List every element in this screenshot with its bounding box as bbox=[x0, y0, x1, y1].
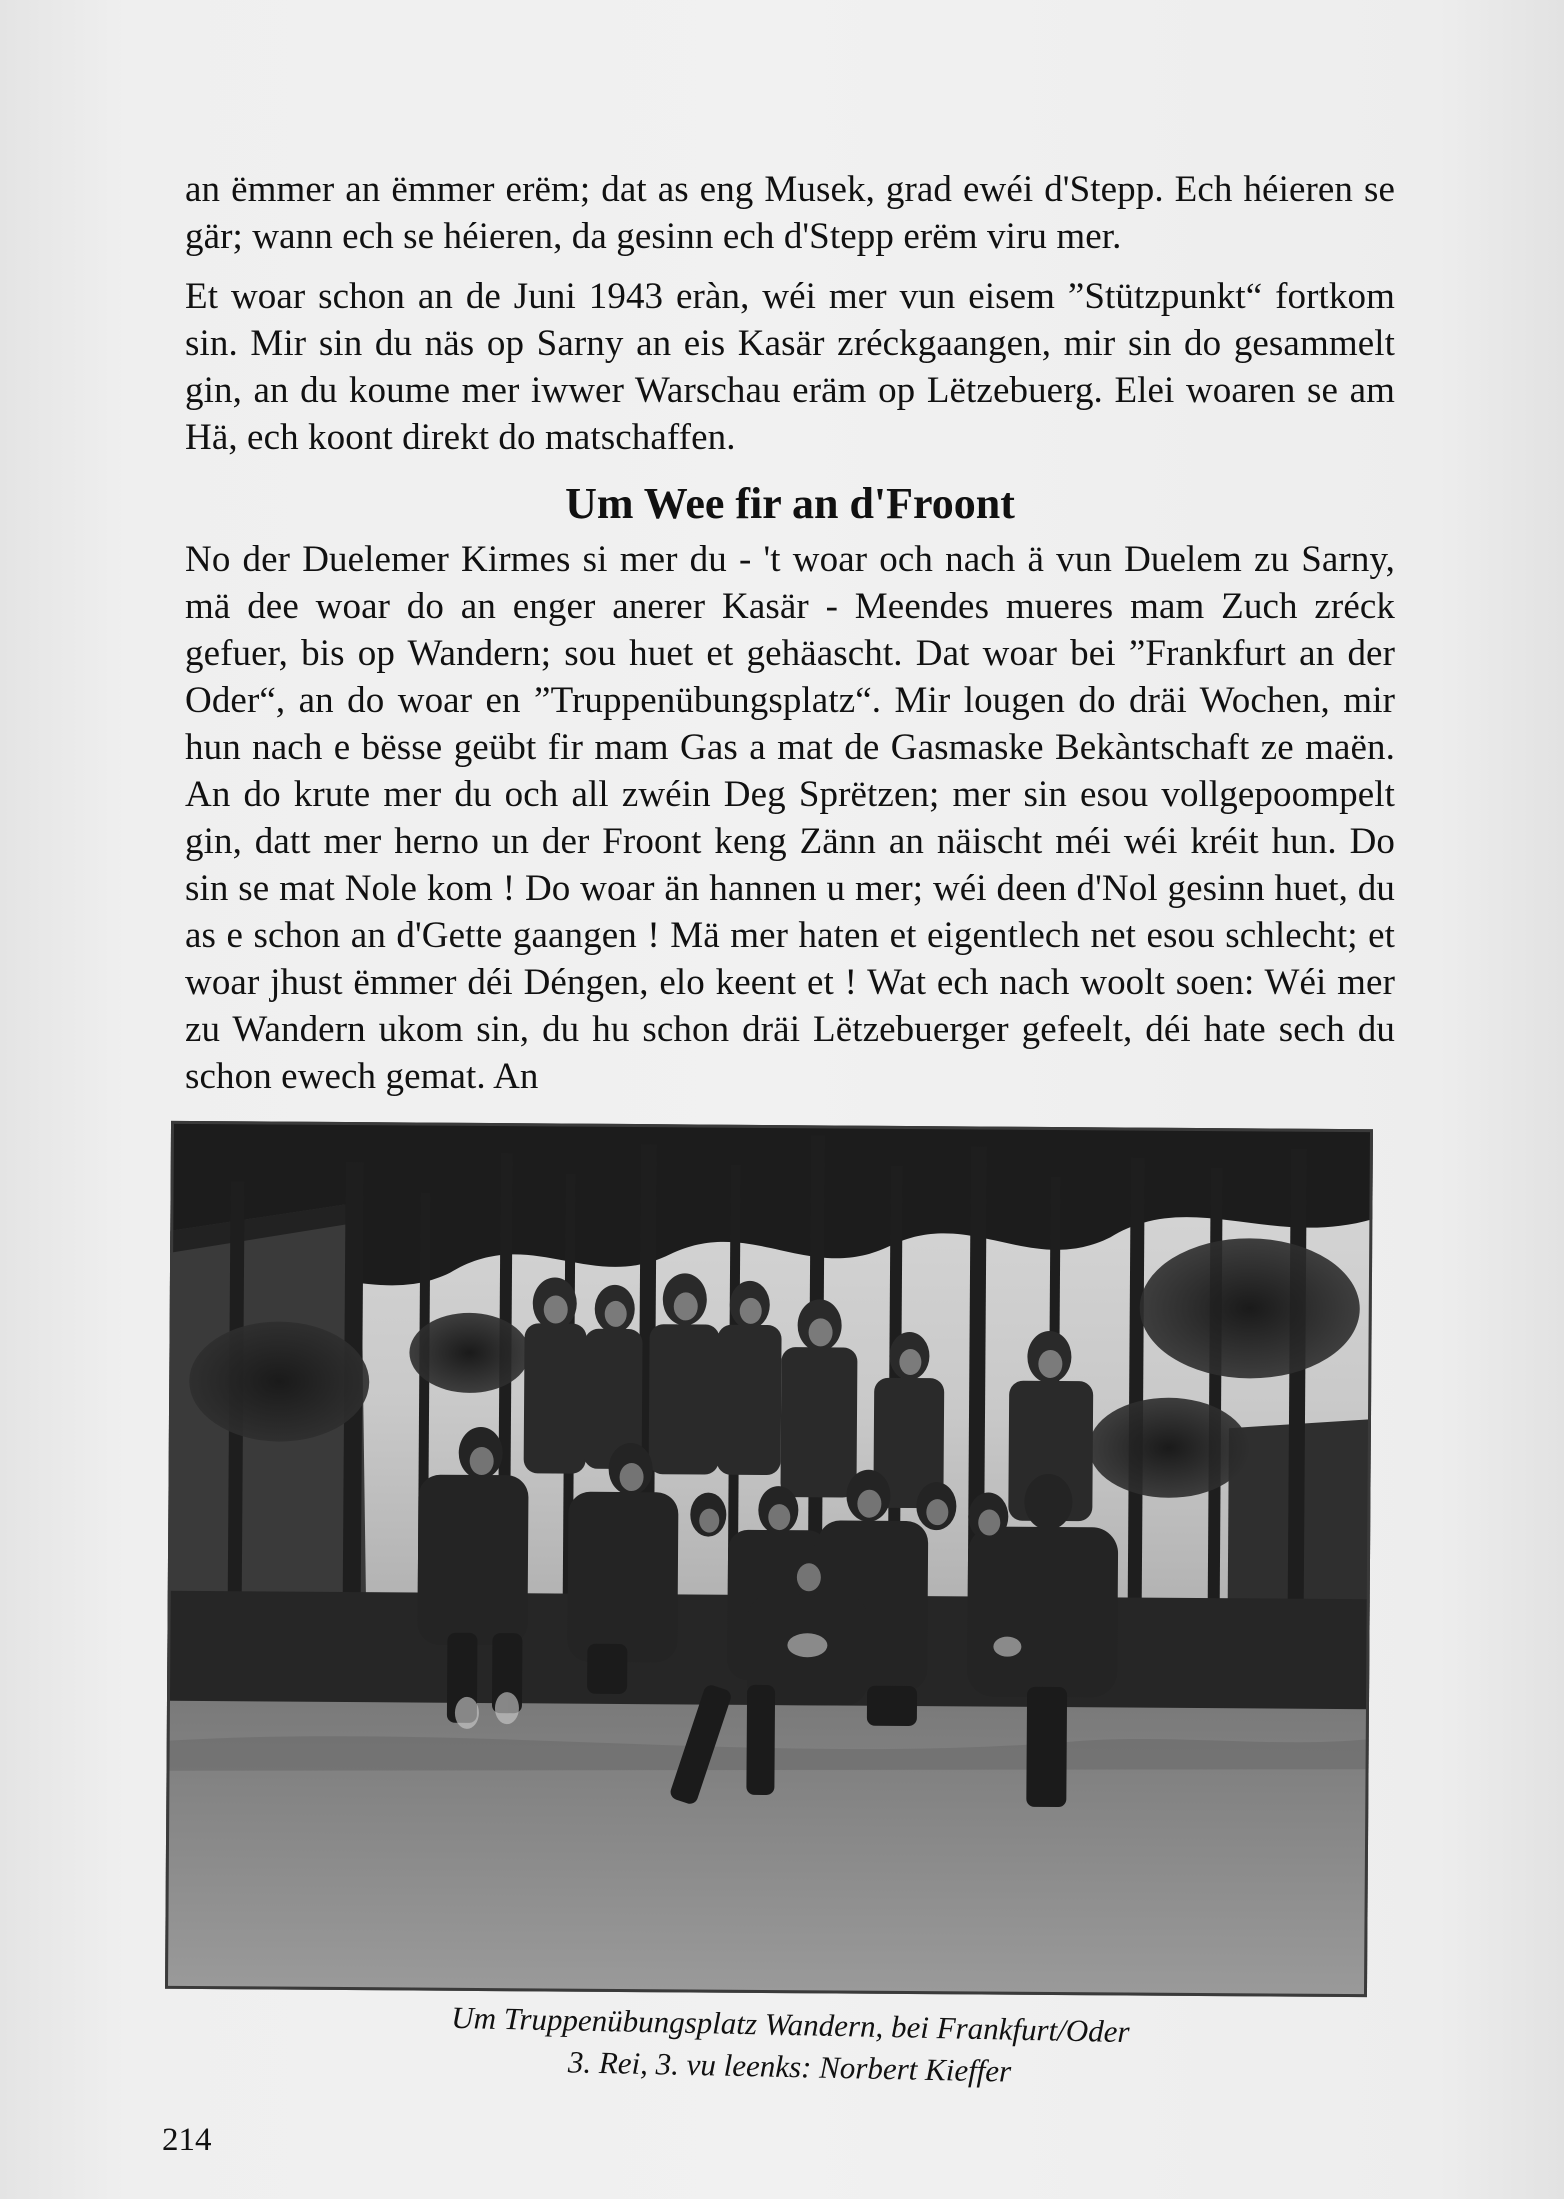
page-number: 214 bbox=[162, 2122, 212, 2158]
group-photo-soldiers-icon bbox=[165, 1121, 1373, 1997]
section-heading: Um Wee fir an d'Froont bbox=[565, 479, 1015, 528]
caption-line-1: Um Truppenübungsplatz Wandern, bei Frankfurt/Oder bbox=[451, 1999, 1130, 2050]
paragraph-1 bbox=[185, 166, 1395, 260]
paragraph-2 bbox=[185, 273, 1395, 461]
paragraph-1-text: an ëmmer an ëmmer erëm; dat as eng Musek, grad ewéi d'Stepp. Ech héieren se gär; wann ech se héieren, da gesinn ech d'Stepp erëm viru mer. bbox=[185, 169, 1395, 257]
paragraph-3-text: No der Duelemer Kirmes si mer du - 't woar och nach ä vun Duelem zu Sarny, mä dee woar do an enger anerer Kasär - Meendes mueres mam Zuch zréck gefuer, bis op Wandern; sou huet et gehäascht. Dat woar bei ”Frankfurt an der Oder“, an do woar en ”Truppenübungsplatz“. Mir lougen do dräi Wochen, mir hun nach e bësse geübt fir mam Gas a mat de Gasmaske Bekàntschaft ze maën. An do krute mer du och all zwéin Deg Sprëtzen; mer sin esou vollgepoompelt gin, datt mer herno un der Froont keng Zänn an näischt méi wéi kréit hun. Do sin se mat Nole kom ! Do woar än hannen u mer; wéi deen d'Nol gesinn huet, du as e schon an d'Gette gaangen ! Mä mer haten et eigentlech net esou schlecht; et woar jhust ëmmer déi Déngen, elo keent et ! Wat ech nach woolt soen: Wéi mer zu Wandern ukom sin, du hu schon dräi Lëtzebuerger gefeelt, déi hate sech du schon ewech gemat. An bbox=[185, 539, 1395, 1097]
photo-caption bbox=[259, 1993, 1321, 2099]
paragraph-3 bbox=[185, 536, 1395, 1100]
caption-line-2: 3. Rei, 3. vu leenks: Norbert Kieffer bbox=[567, 2044, 1012, 2089]
paragraph-2-text: Et woar schon an de Juni 1943 eràn, wéi mer vun eisem ”Stützpunkt“ fortkom sin. Mir sin du näs op Sarny an eis Kasär zréckgaangen, mir sin do gesammelt gin, an du koume mer iwwer Warschau eräm op Lëtzebuerg. Elei woaren se am Hä, ech koont direkt do matschaffen. bbox=[185, 276, 1395, 458]
